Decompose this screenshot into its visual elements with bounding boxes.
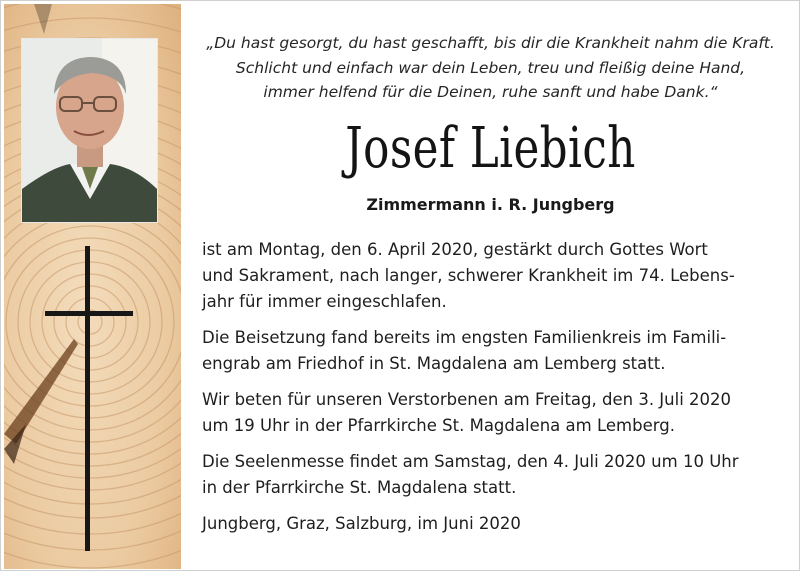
- portrait-photo: [21, 38, 158, 223]
- deceased-occupation: Zimmermann i. R. Jungberg: [366, 195, 615, 214]
- cross-horizontal-bar: [45, 311, 133, 316]
- paragraph-burial: [202, 325, 800, 377]
- announcement-body: [202, 237, 800, 537]
- paragraph-requiem-mass: [202, 449, 800, 501]
- quote-line: immer helfend für die Deinen, ruhe sanft und habe Dank.“: [263, 83, 718, 101]
- paragraph-death-notice: [202, 237, 800, 315]
- text-line: Wir beten für unseren Verstorbenen am Freitag, den 3. Juli 2020: [202, 390, 732, 409]
- paragraph-prayer: [202, 387, 800, 439]
- text-line: und Sakrament, nach langer, schwerer Krankheit im 74. Lebens-: [202, 266, 735, 285]
- text-line: um 19 Uhr in der Pfarrkirche St. Magdalena am Lemberg.: [202, 416, 675, 435]
- cross-icon: [45, 246, 133, 556]
- text-line: in der Pfarrkirche St. Magdalena statt.: [202, 478, 517, 497]
- memorial-quote: [183, 31, 798, 105]
- text-line: Die Seelenmesse findet am Samstag, den 4. Juli 2020 um 10 Uhr: [202, 452, 739, 471]
- quote-line: „Du hast gesorgt, du hast geschafft, bis dir die Krankheit nahm die Kraft.: [206, 34, 775, 52]
- cross-vertical-bar: [85, 246, 90, 551]
- quote-line: Schlicht und einfach war dein Leben, treu und fleißig deine Hand,: [235, 58, 746, 77]
- text-line: ist am Montag, den 6. April 2020, gestärkt durch Gottes Wort: [202, 240, 708, 259]
- text-line: jahr für immer eingeschlafen.: [202, 292, 447, 311]
- text-line: engrab am Friedhof in St. Magdalena am Lemberg statt.: [202, 354, 666, 373]
- text-line: Die Beisetzung fand bereits im engsten Familienkreis im Famili-: [202, 328, 727, 347]
- place-and-date: Jungberg, Graz, Salzburg, im Juni 2020: [202, 514, 521, 533]
- deceased-name: Josef Liebich: [345, 116, 636, 181]
